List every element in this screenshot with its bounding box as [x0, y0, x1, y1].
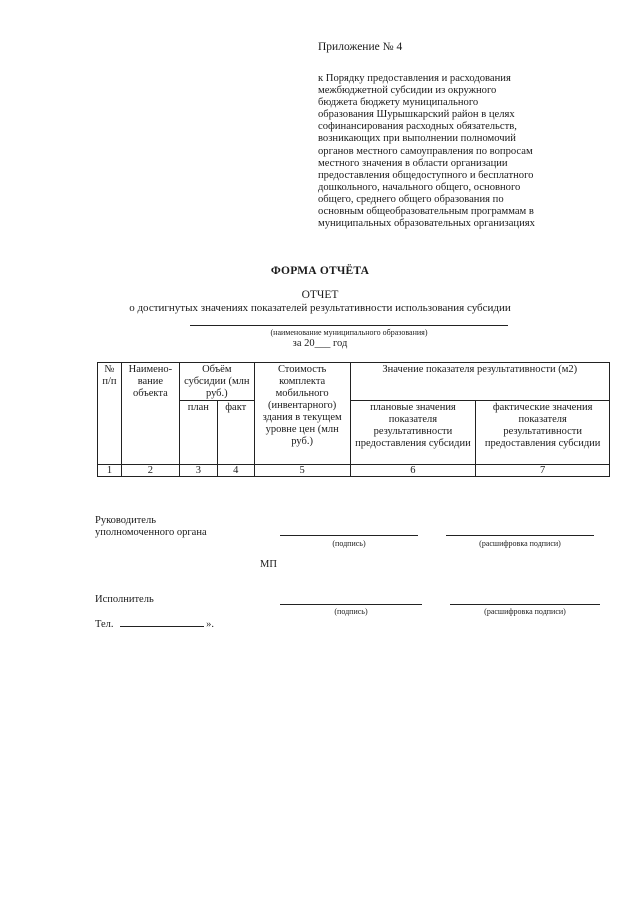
phone-suffix: ». — [206, 619, 215, 630]
executor-signature-line[interactable] — [280, 604, 422, 605]
header-plan: план — [179, 401, 217, 465]
executor-decoding-caption: (расшифровка подписи) — [484, 607, 566, 616]
preamble-line: местного значения в области организации — [318, 157, 508, 169]
header-actual-values: фактические значения показателя результативности предоставления субсидии — [476, 401, 610, 465]
head-decoding-line[interactable] — [446, 535, 594, 536]
preamble-line: органов местного самоуправления по вопросам — [318, 145, 533, 157]
column-number: 4 — [217, 465, 254, 477]
head-signature-caption: (подпись) — [332, 539, 366, 548]
executor-label: Исполнитель — [95, 594, 154, 605]
column-number: 6 — [350, 465, 476, 477]
executor-decoding-line[interactable] — [450, 604, 600, 605]
preamble-line: общего, среднего общего образования по — [318, 193, 504, 205]
phone-row — [95, 616, 214, 631]
header-subsidy-volume: Объём субсидии (млн руб.) — [179, 363, 254, 401]
phone-input-line[interactable] — [120, 616, 204, 627]
head-label-line-1: Руководитель — [95, 515, 156, 526]
head-label-line-2: уполномоченного органа — [95, 527, 207, 538]
header-planned-values: плановые значения показателя результативности предоставления субсидии — [350, 401, 476, 465]
head-label — [95, 515, 207, 539]
preamble-line: образования Шурышкарский район в целях — [318, 109, 515, 121]
report-subtitle: о достигнутых значениях показателей результативности использования субсидии — [129, 302, 511, 314]
preamble-line: к Порядку предоставления и расходования — [318, 73, 511, 84]
report-table — [97, 362, 610, 477]
header-fact: факт — [217, 401, 254, 465]
header-building-cost: Стоимость комплекта мобильного (инвентарного) здания в текущем уровне цен (млн руб.) — [254, 363, 350, 465]
preamble-line: предоставления общедоступного и бесплатного — [318, 169, 534, 181]
header-object-name: Наимено-вание объекта — [121, 363, 179, 465]
stamp-mark: МП — [260, 559, 277, 570]
preamble-line: бюджета бюджету муниципального — [318, 97, 479, 109]
phone-label: Тел. — [95, 619, 114, 630]
appendix-title: Приложение № 4 — [318, 41, 403, 53]
form-title: ФОРМА ОТЧЁТА — [270, 265, 370, 277]
report-title: ОТЧЕТ — [301, 289, 339, 301]
municipality-field-line[interactable] — [190, 325, 508, 326]
column-number: 3 — [179, 465, 217, 477]
head-signature-line[interactable] — [280, 535, 418, 536]
column-number: 1 — [98, 465, 122, 477]
report-year: за 20___ год — [292, 338, 348, 349]
preamble-line: межбюджетной субсидии из окружного — [318, 85, 497, 97]
preamble-line: основным общеобразовательным программам в — [318, 206, 534, 218]
executor-signature-caption: (подпись) — [334, 607, 368, 616]
header-indicator-value: Значение показателя результативности (м2) — [350, 363, 609, 401]
column-number: 5 — [254, 465, 350, 477]
preamble-line: возникающих при выполнении полномочий — [318, 133, 516, 145]
municipality-caption: (наименование муниципального образования) — [270, 328, 428, 337]
header-num: № п/п — [98, 363, 122, 465]
preamble-line: дошкольного, начального общего, основного — [318, 181, 521, 193]
column-number: 2 — [121, 465, 179, 477]
appendix-preamble — [318, 73, 598, 230]
preamble-line: софинансирования расходных обязательств, — [318, 121, 517, 133]
preamble-line: муниципальных образовательных организациях — [318, 218, 535, 230]
head-decoding-caption: (расшифровка подписи) — [479, 539, 561, 548]
column-number: 7 — [476, 465, 610, 477]
